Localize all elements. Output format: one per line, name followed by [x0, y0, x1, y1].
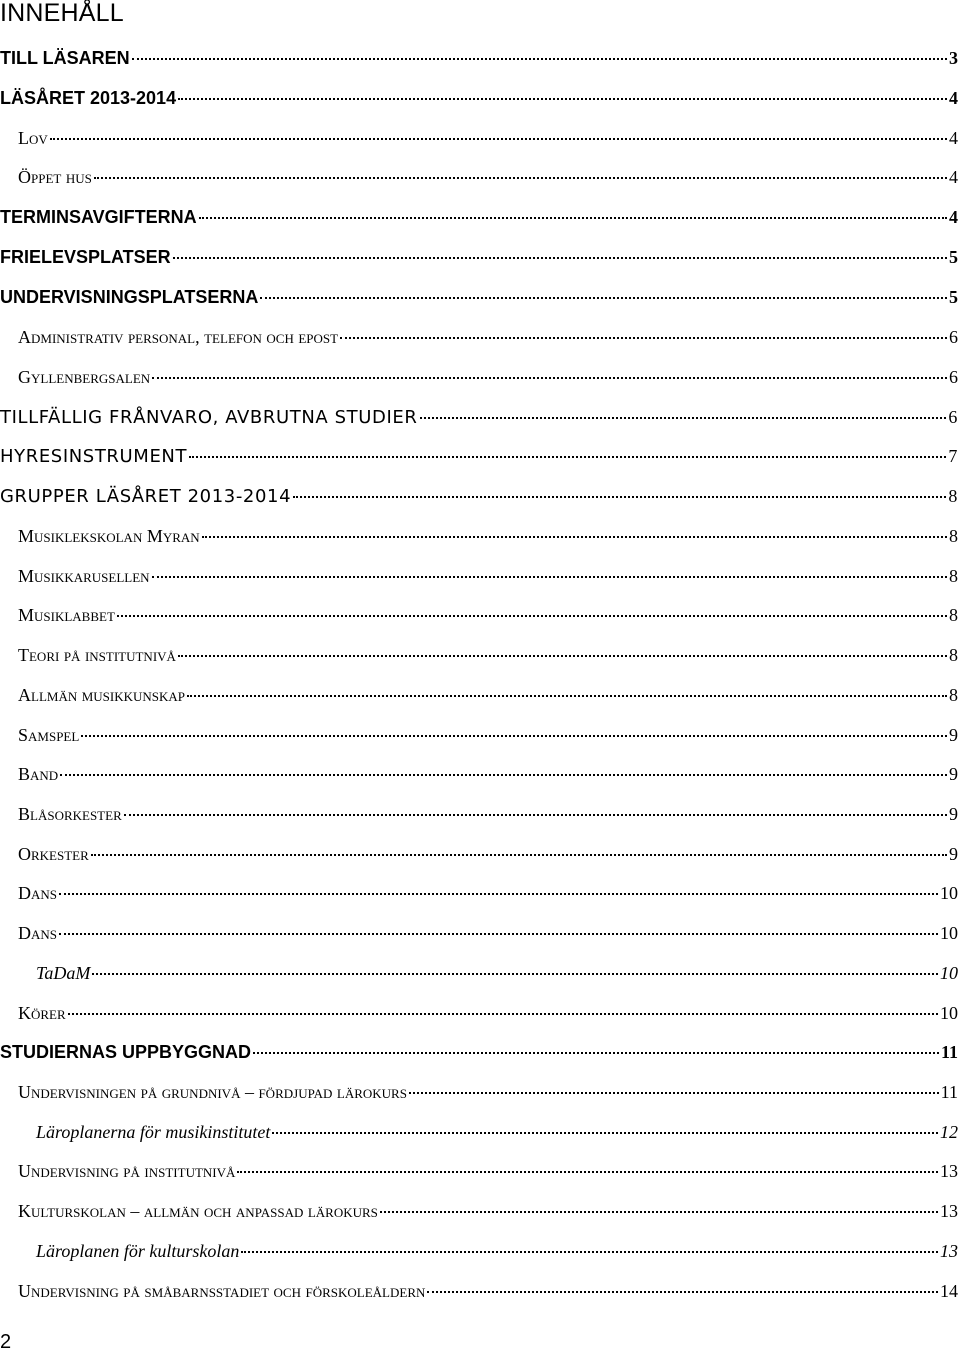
dot-leader — [173, 257, 947, 259]
toc-entry-page: 4 — [949, 207, 958, 227]
toc-entry-label: TERMINSAVGIFTERNA — [0, 207, 197, 227]
dot-leader — [253, 1052, 939, 1054]
toc-title: INNEHÅLL — [0, 0, 124, 27]
toc-entry-label: Allmän musikkunskap — [18, 685, 186, 705]
toc-entry-undervisning-institutniva[interactable] — [18, 1158, 958, 1184]
toc-entry-lasaret[interactable] — [0, 85, 958, 111]
toc-entry-label: Band — [18, 764, 59, 784]
toc-entry-label: Gyllenbergsalen — [18, 367, 151, 387]
toc-entry-page: 9 — [949, 804, 958, 824]
dot-leader — [152, 377, 947, 379]
toc-entry-page: 9 — [949, 844, 958, 864]
toc-entry-page: 6 — [948, 407, 958, 427]
toc-entry-page: 11 — [940, 1082, 958, 1102]
toc-entry-label: Lov — [18, 128, 48, 148]
toc-entry-page: 12 — [940, 1122, 958, 1142]
toc-entry-label: Undervisning på småbarnsstadiet och förskoleåldern — [18, 1281, 426, 1301]
toc-entry-label: Teori på institutnivå — [18, 645, 176, 665]
toc-entry-page: 13 — [940, 1161, 958, 1181]
toc-entry-page: 6 — [949, 367, 958, 387]
toc-entry-label: STUDIERNAS UPPBYGGNAD — [0, 1042, 252, 1062]
dot-leader — [260, 297, 947, 299]
toc-entry-samspel[interactable] — [18, 722, 958, 748]
toc-entry-page: 4 — [949, 88, 958, 108]
toc-entry-label: GRUPPER LÄSÅRET 2013-2014 — [0, 486, 292, 507]
toc-entry-label: Musiklabbet — [18, 605, 115, 625]
toc-entry-page: 9 — [949, 725, 958, 745]
toc-entry-label: Läroplanerna för musikinstitutet — [36, 1122, 271, 1142]
toc-entry-label: Körer — [18, 1003, 66, 1023]
toc-entry-lov[interactable] — [18, 125, 958, 151]
toc-entry-page: 8 — [949, 685, 958, 705]
dot-leader — [81, 735, 947, 737]
toc-entry-label: HYRESINSTRUMENT — [0, 446, 188, 467]
toc-entry-page: 8 — [948, 486, 958, 506]
toc-entry-gyllenbergsalen[interactable] — [18, 364, 958, 390]
dot-leader — [237, 1171, 938, 1173]
toc-entry-undervisningsplatserna[interactable] — [0, 284, 958, 310]
toc-entry-label: Blåsorkester — [18, 804, 122, 824]
toc-entry-page: 6 — [949, 327, 958, 347]
dot-leader — [340, 337, 947, 339]
dot-leader — [293, 496, 946, 498]
dot-leader — [427, 1291, 938, 1293]
dot-leader — [152, 576, 947, 578]
toc-entry-korer[interactable] — [18, 1000, 958, 1026]
toc-entry-dans-2[interactable] — [18, 920, 958, 946]
toc-entry-kulturskolan[interactable] — [18, 1198, 958, 1224]
page-number: 2 — [0, 1331, 12, 1353]
toc-entry-page: 13 — [940, 1241, 958, 1261]
dot-leader — [272, 1132, 938, 1134]
toc-entry-label: FRIELEVSPLATSER — [0, 247, 171, 267]
toc-entry-grupper[interactable] — [0, 483, 958, 509]
toc-entry-page: 10 — [940, 923, 958, 943]
toc-entry-label: TILL LÄSAREN — [0, 48, 130, 68]
dot-leader — [59, 893, 938, 895]
dot-leader — [124, 814, 947, 816]
toc-entry-label: LÄSÅRET 2013-2014 — [0, 88, 177, 108]
dot-leader — [241, 1251, 938, 1253]
toc-entry-page: 5 — [949, 287, 958, 307]
toc-entry-tillfallig-franvaro[interactable] — [0, 404, 958, 430]
toc-entry-smabarnsstadiet[interactable] — [18, 1278, 958, 1304]
toc-entry-label: Administrativ personal, telefon och epost — [18, 327, 339, 347]
toc-entry-page: 8 — [949, 645, 958, 665]
toc-entry-allman-musikkunskap[interactable] — [18, 682, 958, 708]
toc-entry-label: Dans — [18, 883, 58, 903]
toc-entry-musiklabbet[interactable] — [18, 602, 958, 628]
dot-leader — [178, 98, 947, 100]
dot-leader — [92, 973, 938, 975]
toc-entry-till-lasaren[interactable] — [0, 45, 958, 71]
toc-entry-musikkarusellen[interactable] — [18, 563, 958, 589]
toc-entry-laroplanerna-musikinstitutet[interactable] — [36, 1119, 958, 1145]
dot-leader — [189, 456, 946, 458]
toc-entry-label: Samspel — [18, 725, 80, 745]
dot-leader — [199, 217, 947, 219]
dot-leader — [187, 695, 947, 697]
toc-entry-band[interactable] — [18, 761, 958, 787]
toc-entry-administrativ-personal[interactable] — [18, 324, 958, 350]
toc-entry-hyresinstrument[interactable] — [0, 443, 958, 469]
dot-leader — [409, 1092, 939, 1094]
toc-entry-page: 8 — [949, 526, 958, 546]
toc-entry-label: Öppet hus — [18, 167, 92, 187]
toc-entry-label: TaDaM — [36, 963, 91, 983]
dot-leader — [178, 655, 947, 657]
toc-entry-teori-pa-institutniva[interactable] — [18, 642, 958, 668]
toc-entry-dans[interactable] — [18, 880, 958, 906]
toc-entry-studiernas-uppbyggnad[interactable] — [0, 1039, 958, 1065]
toc-entry-page: 9 — [949, 764, 958, 784]
dot-leader — [132, 58, 947, 60]
toc-entry-terminsavgifterna[interactable] — [0, 204, 958, 230]
dot-leader — [50, 138, 947, 140]
toc-entry-page: 7 — [948, 446, 958, 466]
dot-leader — [420, 417, 947, 419]
toc-entry-page: 10 — [940, 963, 958, 983]
dot-leader — [60, 774, 947, 776]
toc-entry-label: Läroplanen för kulturskolan — [36, 1241, 240, 1261]
toc-entry-page: 10 — [940, 1003, 958, 1023]
toc-entry-label: Musikkarusellen — [18, 566, 150, 586]
dot-leader — [94, 177, 947, 179]
toc-entry-label: UNDERVISNINGSPLATSERNA — [0, 287, 259, 307]
toc-entry-laroplanen-kulturskolan[interactable] — [36, 1238, 958, 1264]
toc-entry-page: 14 — [940, 1281, 958, 1301]
dot-leader — [59, 933, 938, 935]
dot-leader — [202, 536, 947, 538]
toc-entry-label: Undervisningen på grundnivå – fördjupad lärokurs — [18, 1082, 407, 1102]
toc-entry-label: Undervisning på institutnivå — [18, 1161, 236, 1181]
toc-entry-orkester[interactable] — [18, 841, 958, 867]
toc-entry-label: TILLFÄLLIG FRÅNVARO, AVBRUTNA STUDIER — [0, 407, 418, 428]
toc-entry-page: 11 — [940, 1042, 958, 1062]
toc-entry-label: Dans — [18, 923, 58, 943]
toc-entry-frielevsplatser[interactable] — [0, 244, 958, 270]
toc-entry-page: 4 — [949, 167, 958, 187]
toc-entry-page: 3 — [949, 48, 958, 68]
toc-entry-page: 5 — [949, 247, 958, 267]
toc-entry-musiklekskolan-myran[interactable] — [18, 523, 958, 549]
toc-entry-oppet-hus[interactable] — [18, 164, 958, 190]
toc-entry-tadam[interactable] — [36, 960, 958, 986]
toc-entry-page: 8 — [949, 605, 958, 625]
toc-entry-undervisningen-grundniva[interactable] — [18, 1079, 958, 1105]
dot-leader — [117, 615, 947, 617]
toc-entry-blasorkester[interactable] — [18, 801, 958, 827]
dot-leader — [380, 1211, 938, 1213]
toc-entry-label: Kulturskolan – allmän och anpassad lärokurs — [18, 1201, 378, 1221]
toc-entry-label: Orkester — [18, 844, 89, 864]
toc-entry-label: Musiklekskolan Myran — [18, 526, 200, 546]
dot-leader — [91, 854, 947, 856]
toc-entry-page: 10 — [940, 883, 958, 903]
toc-entry-page: 13 — [940, 1201, 958, 1221]
toc-entry-page: 4 — [949, 128, 958, 148]
toc-entry-page: 8 — [949, 566, 958, 586]
dot-leader — [68, 1013, 938, 1015]
